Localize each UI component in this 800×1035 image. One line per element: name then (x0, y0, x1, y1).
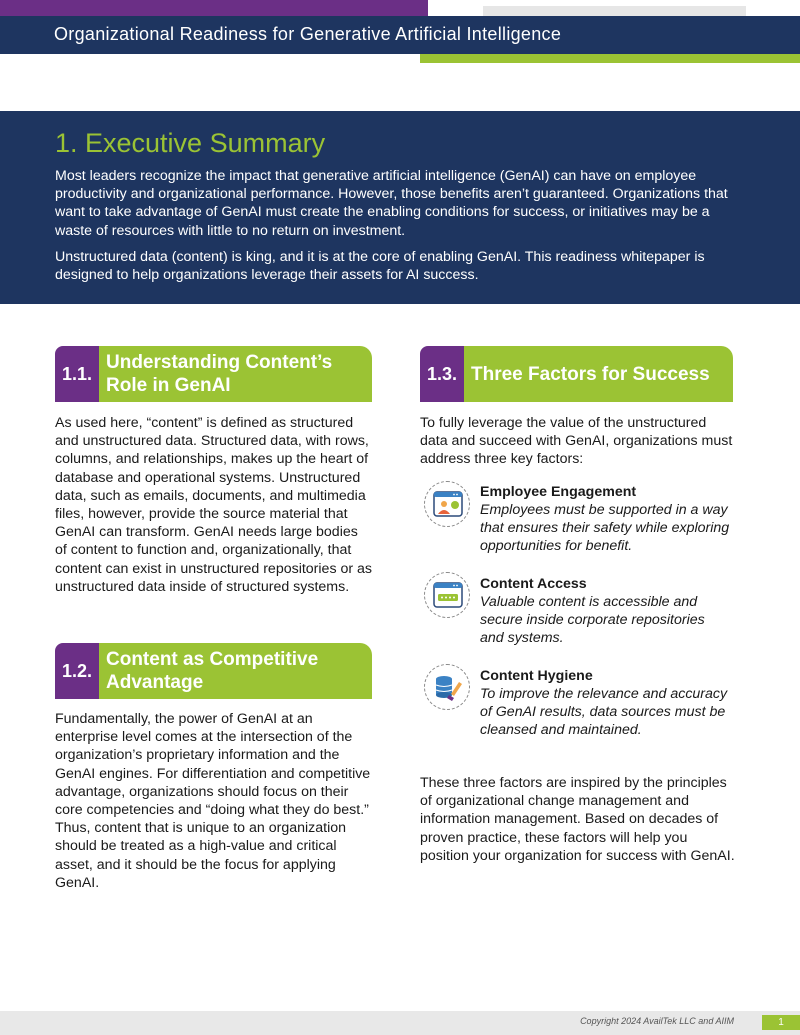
section-header-1-2 (55, 643, 372, 699)
document-title: Organizational Readiness for Generative Artificial Intelligence (54, 24, 562, 44)
content-hygiene-icon (424, 664, 470, 710)
section-number: 1.1. (55, 346, 99, 402)
factor-title: Content Access (480, 576, 587, 592)
content-access-icon (424, 572, 470, 618)
factor-title: Content Hygiene (480, 668, 593, 684)
section-header-1-1 (55, 346, 372, 402)
section-header-1-3 (420, 346, 733, 402)
top-accent-bar (0, 0, 428, 16)
header-green-strip (420, 54, 800, 63)
copyright-notice: Copyright 2024 AvailTek LLC and AIIM (580, 1016, 734, 1026)
section-intro: To fully leverage the value of the unstructured data and succeed with GenAI, organizations must address three key factors: (420, 415, 733, 468)
section-number: 1.2. (55, 643, 99, 699)
factor-title: Employee Engagement (480, 484, 637, 500)
top-gray-bar (483, 6, 746, 16)
executive-summary-heading: 1. Executive Summary (55, 128, 326, 158)
summary-paragraph: Unstructured data (content) is king, and it is at the core of enabling GenAI. This readiness whitepaper is designed to help organizations leverage their assets for AI success. (55, 249, 705, 284)
section-title: Three Factors for Success (464, 346, 733, 402)
factor-description: Valuable content is accessible and secure inside corporate repositories and systems. (480, 594, 705, 647)
factor-description: Employees must be supported in a way that ensures their safety while exploring opportunities for benefit. (480, 502, 730, 555)
page-number: 1 (762, 1015, 800, 1030)
summary-paragraph: Most leaders recognize the impact that generative artificial intelligence (GenAI) can have on employee productivity and organizational performance. However, those benefits aren’t guaranteed. Organizations that want to take advantage of GenAI must create the enabling conditions for success, or initiatives may be a waste of resources with little to no return on investment. (55, 168, 728, 239)
section-closing: These three factors are inspired by the principles of organizational change management and information management. Based on decades of proven practice, these factors will help you position your organization for success with GenAI. (420, 775, 735, 864)
factor-description: To improve the relevance and accuracy of GenAI results, data sources must be cleansed and maintained. (480, 686, 728, 739)
section-body: As used here, “content” is defined as structured and unstructured data. Structured data, with rows, columns, and relationships, makes up the heart of database and operational systems. Unstructured data, such as emails, documents, and multimedia files, however, provide the source material that GenAI can transform. GenAI needs large bodies of content to function and, organizationally, that content can exist in unstructured repositories or as unstructured data inside of structured systems. (55, 415, 373, 595)
section-number: 1.3. (420, 346, 464, 402)
section-title: Understanding Content’s Role in GenAI (99, 346, 372, 402)
section-title: Content as Competitive Advantage (99, 643, 372, 699)
employee-engagement-icon (424, 481, 470, 527)
section-body: Fundamentally, the power of GenAI at an enterprise level comes at the intersection of the organization’s proprietary information and the GenAI engines. For differentiation and competitive advantage, organizations should focus on their core competencies and “doing what they do best.” Thus, content that is unique to an organization should be treated as a high-value and critical asset, and it should be the focus for applying GenAI. (55, 711, 371, 891)
